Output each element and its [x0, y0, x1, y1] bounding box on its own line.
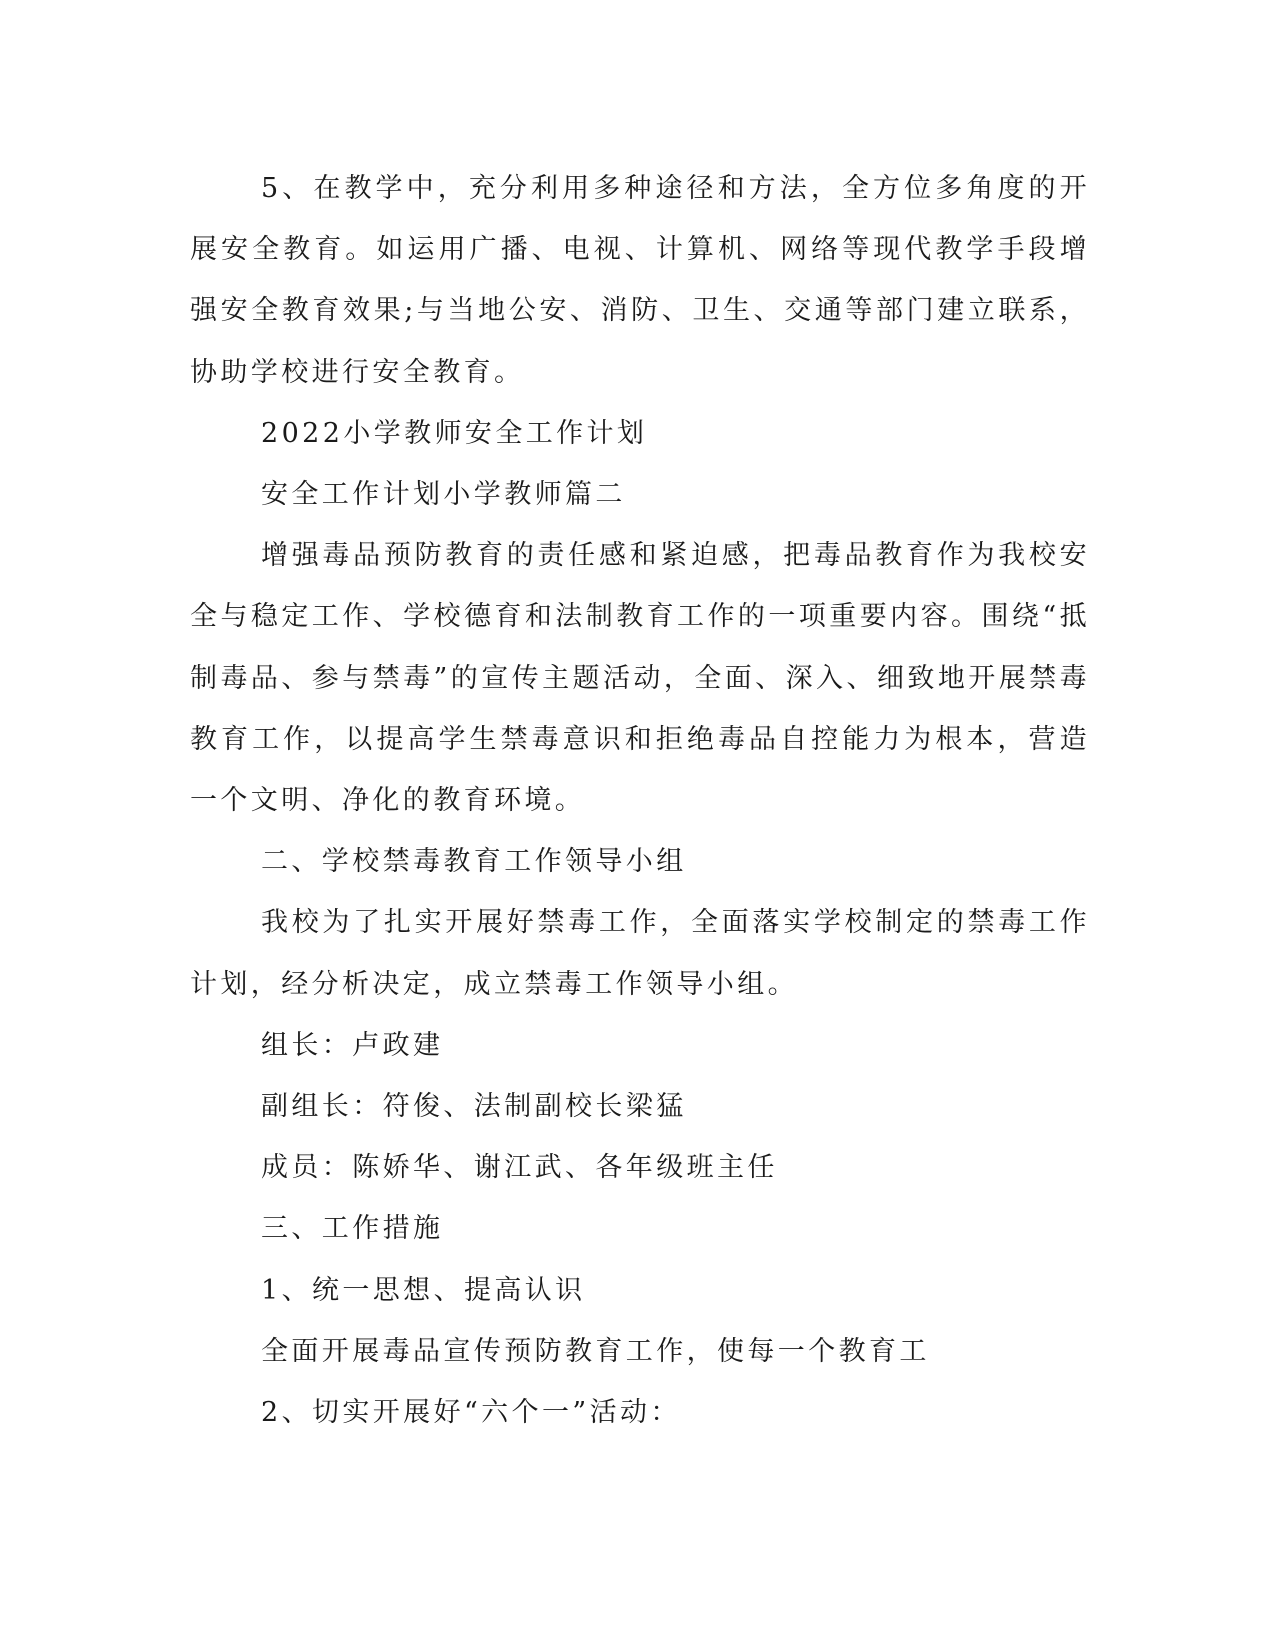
paragraph-group-leader: 组长：卢政建: [261, 1029, 444, 1061]
paragraph-propaganda: 全面开展毒品宣传预防教育工作，使每一个教育工: [261, 1335, 930, 1367]
heading-unify-thinking: 1、统一思想、提高认识: [261, 1274, 586, 1306]
heading-work-measures: 三、工作措施: [261, 1213, 444, 1245]
paragraph-plan-title: 2022小学教师安全工作计划: [261, 417, 648, 449]
heading-six-ones-activity: 2、切实开展好“六个一”活动：: [261, 1397, 681, 1429]
paragraph-section-title: 安全工作计划小学教师篇二: [261, 479, 626, 511]
paragraph-members: 成员：陈娇华、谢江武、各年级班主任: [261, 1152, 778, 1184]
paragraph-drug-prevention-intro: 增强毒品预防教育的责任感和紧迫感，把毒品教育作为我校安全与稳定工作、学校德育和法制教育工作的一项重要内容。围绕“抵制毒品、参与禁毒”的宣传主题活动，全面、深入、细致地开展禁毒教育工作，以提高学生禁毒意识和拒绝毒品自控能力为根本，营造一个文明、净化的教育环境。: [190, 540, 1090, 817]
heading-leadership-group: 二、学校禁毒教育工作领导小组: [261, 846, 687, 878]
paragraph-safety-education-methods: 5、在教学中，充分利用多种途径和方法，全方位多角度的开展安全教育。如运用广播、电视、计算机、网络等现代教学手段增强安全教育效果;与当地公安、消防、卫生、交通等部门建立联系，协助学校进行安全教育。: [190, 173, 1090, 388]
document-body: [190, 158, 1090, 1443]
paragraph-deputy-leader: 副组长：符俊、法制副校长梁猛: [261, 1091, 687, 1123]
paragraph-leadership-group: 我校为了扎实开展好禁毒工作，全面落实学校制定的禁毒工作计划，经分析决定，成立禁毒工作领导小组。: [190, 907, 1090, 1000]
